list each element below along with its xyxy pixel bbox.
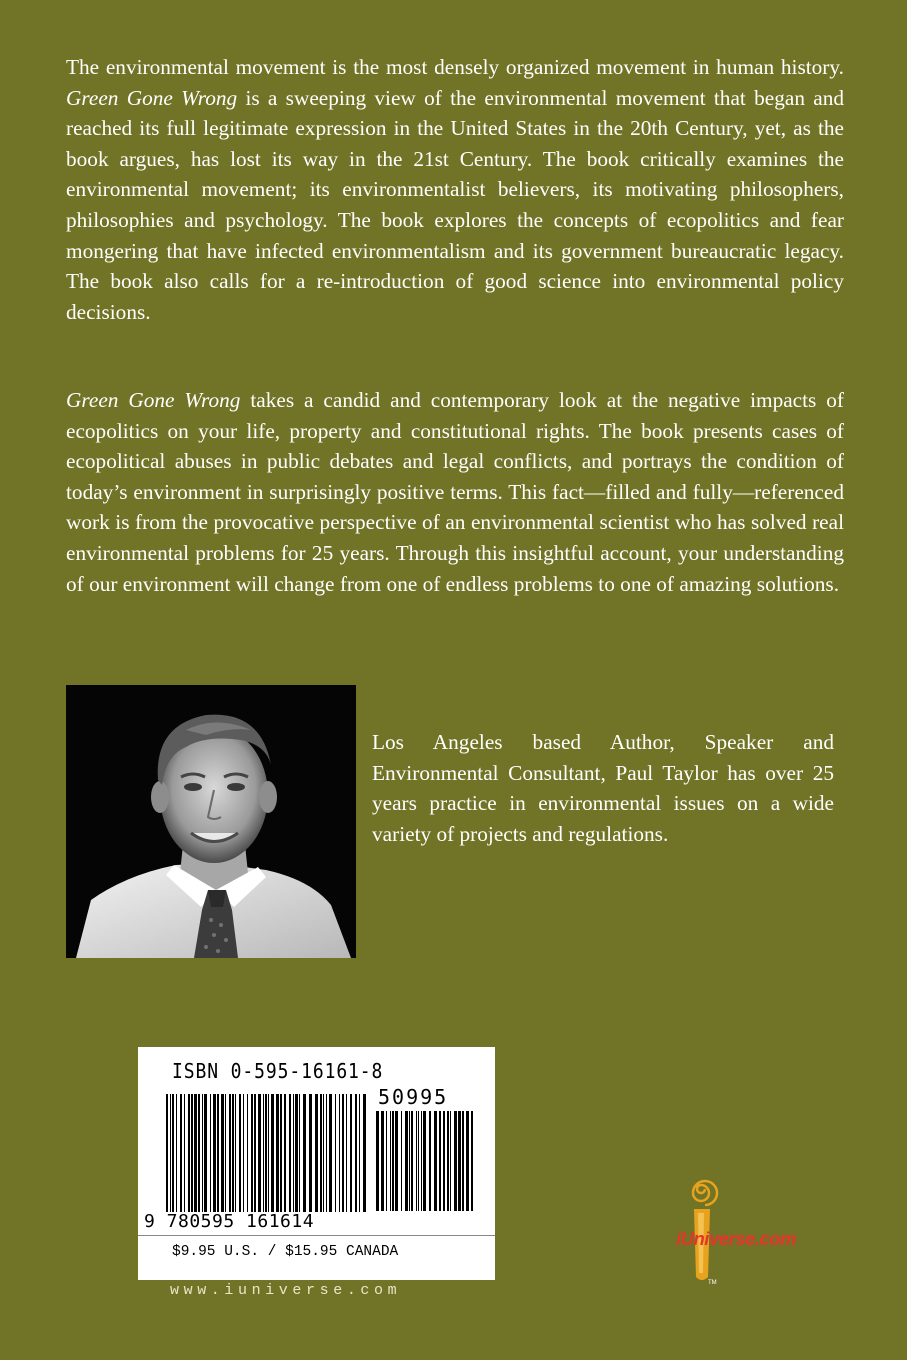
description-body: takes a candid and contemporary look at the negative impacts of ecopolitics on your life, property and constitutional rights. The book presents cases of ecopolitical abuses in public debates and legal conflicts, and portrays the condition of today’s environment in surprisingly positive terms. This fact—filled and fully—referenced work is from the provocative perspective of an environmental scientist who has solved real environmental problems for 25 years. Through this insightful account, your understanding of our environment will change from one of endless problems to one of amazing solutions. <box>66 388 845 596</box>
barcode-bar <box>416 1111 417 1211</box>
description-body: is a sweeping view of the environmental movement that began and reached its full legitimate expression in the United States in the 20th Century, yet, as the book argues, has lost its way in the 21st Century. The book critically examines the environmental movement; its environmentalist believers, its motivating philosophers, philosophies and psychology. The book explores the concepts of ecopolitics and fear mongering that have infected environmentalism and its government bureaucratic legacy. The book also calls for a re-introduction of good science into environmental policy decisions. <box>66 85 845 324</box>
website-url: www.iuniverse.com <box>170 1282 402 1299</box>
barcode-bar <box>232 1094 234 1212</box>
barcode-bar <box>359 1094 360 1212</box>
author-bio: Los Angeles based Author, Speaker and Environmental Consultant, Paul Taylor has over 25 years practice in environmental issues on a wide variety of projects and regulations. <box>372 730 834 846</box>
description-paragraph-2 <box>66 385 844 599</box>
barcode-bar <box>235 1094 236 1212</box>
barcode-bar <box>194 1094 197 1212</box>
barcode-bar <box>202 1094 203 1212</box>
barcode-bar <box>289 1094 291 1212</box>
price-text: $9.95 U.S. / $15.95 CANADA <box>172 1244 399 1260</box>
barcode-bar <box>363 1094 366 1212</box>
barcode-bar <box>254 1094 256 1212</box>
barcode-bar <box>390 1111 391 1211</box>
isbn-number: ISBN 0-595-16161-8 <box>172 1059 384 1083</box>
barcode-bar <box>409 1111 410 1211</box>
barcode-bar <box>239 1094 241 1212</box>
barcode-bar <box>188 1094 190 1212</box>
barcode-bar <box>170 1094 171 1212</box>
barcode-bar <box>418 1111 419 1211</box>
book-title: Green Gone Wrong <box>66 388 241 412</box>
ean-barcode <box>166 1094 366 1214</box>
barcode-bar <box>172 1094 174 1212</box>
barcode-bar <box>258 1094 261 1212</box>
barcode-bar <box>443 1111 445 1211</box>
barcode-bar <box>184 1094 185 1212</box>
barcode-bar <box>166 1094 168 1212</box>
barcode-bar <box>276 1094 279 1212</box>
barcode-bar <box>280 1094 282 1212</box>
barcode-bar <box>335 1094 336 1212</box>
barcode-bar <box>221 1094 224 1212</box>
barcode-bar <box>326 1094 327 1212</box>
barcode-bar <box>263 1094 264 1212</box>
barcode-bar <box>191 1094 193 1212</box>
barcode-bar <box>450 1111 451 1211</box>
barcode-bar <box>339 1094 340 1212</box>
price-code: 50995 <box>378 1085 449 1109</box>
barcode-bar <box>204 1094 207 1212</box>
description-paragraph-1 <box>66 52 844 327</box>
barcode-bar <box>243 1094 244 1212</box>
barcode-bar <box>462 1111 464 1211</box>
barcode-bar <box>180 1094 182 1212</box>
barcode-bar <box>454 1111 457 1211</box>
barcode-bar <box>251 1094 253 1212</box>
barcode-bar <box>303 1094 306 1212</box>
barcode-bar <box>225 1094 226 1212</box>
barcode-bar <box>210 1094 211 1212</box>
barcode-bar <box>309 1094 312 1212</box>
addon-barcode <box>376 1111 476 1213</box>
barcode-bar <box>423 1111 426 1211</box>
barcode-bar <box>395 1111 398 1211</box>
barcode-bar <box>381 1111 384 1211</box>
barcode-bar <box>217 1094 219 1212</box>
barcode-bar <box>376 1111 379 1211</box>
barcode-bar <box>434 1111 437 1211</box>
barcode-bar <box>458 1111 461 1211</box>
publisher-name: iUniverse.com <box>676 1228 796 1249</box>
barcode-bar <box>346 1094 347 1212</box>
trademark: TM <box>708 1280 717 1285</box>
barcode-bar <box>447 1111 449 1211</box>
barcode-bar <box>268 1094 269 1212</box>
barcode-bar <box>439 1111 441 1211</box>
barcode-bar <box>323 1094 324 1212</box>
barcode-bar <box>315 1094 318 1212</box>
barcode-bar <box>247 1094 248 1212</box>
barcode-bar <box>329 1094 332 1212</box>
barcode-bar <box>355 1094 357 1212</box>
barcode-bar <box>293 1094 294 1212</box>
barcode-label <box>138 1047 495 1280</box>
barcode-bar <box>265 1094 267 1212</box>
barcode-bar <box>421 1111 422 1211</box>
barcode-bar <box>213 1094 216 1212</box>
barcode-bar <box>320 1094 322 1212</box>
barcode-bar <box>299 1094 300 1212</box>
barcode-bar <box>198 1094 200 1212</box>
barcode-bar <box>229 1094 231 1212</box>
ean-digits: 9 780595 161614 <box>144 1211 315 1232</box>
barcode-bar <box>176 1094 177 1212</box>
barcode-bar <box>411 1111 413 1211</box>
barcode-bar <box>471 1111 473 1211</box>
barcode-bar <box>405 1111 408 1211</box>
barcode-bar <box>392 1111 394 1211</box>
barcode-bar <box>466 1111 469 1211</box>
barcode-bar <box>342 1094 344 1212</box>
barcode-bar <box>429 1111 431 1211</box>
barcode-bar <box>386 1111 387 1211</box>
author-photo <box>66 685 356 958</box>
description-lead: The environmental movement is the most densely organized movement in human history. <box>66 55 844 79</box>
barcode-bar <box>284 1094 286 1212</box>
barcode-bar <box>401 1111 402 1211</box>
barcode-bar <box>350 1094 352 1212</box>
barcode-bar <box>271 1094 274 1212</box>
book-title: Green Gone Wrong <box>66 85 238 110</box>
publisher-logo <box>672 1165 792 1285</box>
price-strip <box>138 1235 495 1281</box>
barcode-bar <box>295 1094 298 1212</box>
